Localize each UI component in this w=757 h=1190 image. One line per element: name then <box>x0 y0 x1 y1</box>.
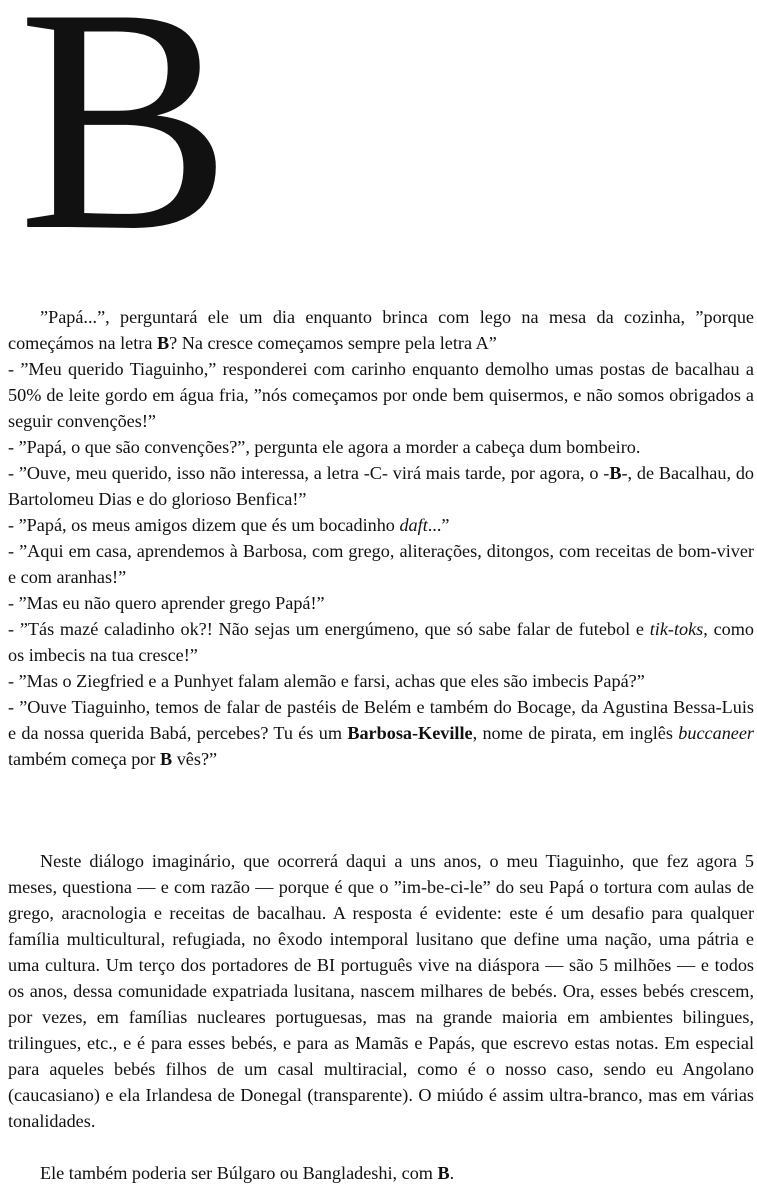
bold-text: B <box>437 1163 450 1183</box>
text-run: Neste diálogo imaginário, que ocorrerá daqui a uns anos, o meu Tiaguinho, que fez agora 5 meses, questiona — e com razão — porque é que o ”im-be-ci-le” do seu Papá o tortura com aulas de grego, aracnologia e receitas de bacalhau. A resposta é evidente: este é um desafio para qualquer família multicultural, refugiada, no êxodo intemporal lusitano que define uma nação, uma pátria e uma cultura. Um terço dos portadores de BI português vive na diáspora — são 5 milhões — e todos os anos, dessa comunidade expatriada lusitana, nascem milhares de bebés. Ora, esses bebés crescem, por vezes, em famílias nucleares portuguesas, mas na grande maioria em ambientes bilingues, trilingues, etc., e é para esses bebés, e para as Mamãs e Papás, que escrevo estas notas. Em especial para aqueles bebés filhos de um casal multiracial, como é o nosso caso, sendo eu Angolano (caucasiano) e ela Irlandesa de Donegal (transparente). O miúdo é assim ultra-branco, mas em várias tonalidades. <box>8 851 754 1131</box>
bold-text: Barbosa-Keville <box>347 723 473 743</box>
text-run: -, de Bacalhau, do Bartolomeu Dias e do glorioso Benfica!” <box>8 463 755 509</box>
text-run: - ”Meu querido Tiaguinho,” responderei com carinho enquanto demolho umas postas de bacalhau a 50% de leite gordo em água fria, ”nós começamos por onde bem quisermos, e não somos obrigados a seguir convenções!” <box>8 359 754 431</box>
text-run: - ”Tás mazé caladinho ok?! Não sejas um energúmeno, que só sabe falar de futebol e <box>8 619 650 639</box>
dialogue-line <box>8 538 754 590</box>
essay-paragraph <box>8 848 754 1134</box>
text-run: , como os imbecis na tua cresce!” <box>8 619 754 665</box>
italic-text: tik-toks <box>649 619 704 639</box>
text-run: também começa por <box>8 749 161 769</box>
dialogue-line <box>8 694 754 772</box>
dialogue-line <box>8 356 754 434</box>
text-run: - ”Ouve, meu querido, isso não interessa, a letra -C- virá mais tarde, por agora, o - <box>8 463 610 483</box>
text-run: , nome de pirata, em inglês <box>472 723 679 743</box>
dialogue-line <box>8 304 754 356</box>
bold-text: B <box>160 749 173 769</box>
italic-text: daft <box>399 515 428 535</box>
italic-text: buccaneer <box>678 723 755 743</box>
dialogue-line <box>8 668 754 694</box>
text-run: ? Na cresce começamos sempre pela letra A” <box>169 333 497 353</box>
bold-text: B <box>609 463 622 483</box>
text-run: - ”Papá, o que são convenções?”, pergunta ele agora a morder a cabeça dum bombeiro. <box>8 437 641 457</box>
text-run: ”Papá...”, perguntará ele um dia enquanto brinca com lego na mesa da cozinha, ”porque começámos na letra <box>8 307 754 353</box>
text-run: Ele também poderia ser Búlgaro ou Bangladeshi, com <box>40 1163 438 1183</box>
drop-cap-letter: B <box>18 0 232 297</box>
dialogue-section <box>8 304 754 772</box>
dialogue-line <box>8 590 754 616</box>
text-run: vês?” <box>172 749 218 769</box>
text-run: - ”Mas o Ziegfried e a Punhyet falam alemão e farsi, achas que eles são imbecis Papá?” <box>8 671 645 691</box>
dialogue-line <box>8 460 754 512</box>
text-run: . <box>449 1163 455 1183</box>
bold-text: B <box>156 333 170 353</box>
text-run: ...” <box>427 515 450 535</box>
text-run: - ”Mas eu não quero aprender grego Papá!” <box>8 593 325 613</box>
dialogue-line <box>8 616 754 668</box>
dialogue-line <box>8 434 754 460</box>
dialogue-line <box>8 512 754 538</box>
text-run: - ”Papá, os meus amigos dizem que és um bocadinho <box>8 515 400 535</box>
text-run: - ”Aqui em casa, aprendemos à Barbosa, com grego, aliterações, ditongos, com receitas de bom-viver e com aranhas!” <box>8 541 754 587</box>
essay-section <box>8 848 754 1186</box>
essay-paragraph <box>8 1160 754 1186</box>
text-run: - ”Ouve Tiaguinho, temos de falar de pastéis de Belém e também do Bocage, da Agustina Bessa-Luis e da nossa querida Babá, percebes? Tu és um <box>8 697 754 743</box>
